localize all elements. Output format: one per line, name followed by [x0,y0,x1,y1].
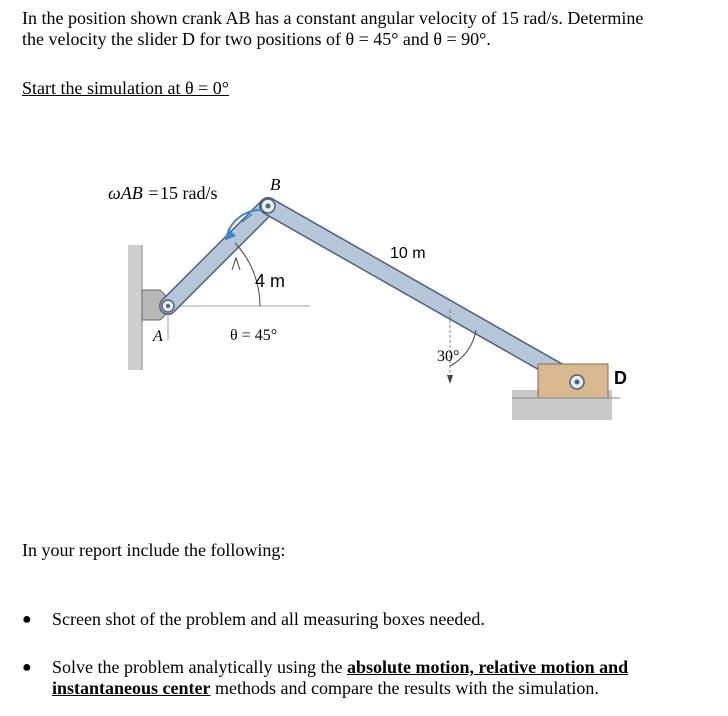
length-AB-label: 4 m [255,271,286,291]
report-bullet-2-prefix: Solve the problem analytically using the [52,657,347,677]
problem-statement-line-2: the velocity the slider D for two positions of θ = 45° and θ = 90°. [22,29,491,49]
start-instruction: Start the simulation at θ = 0° [22,78,229,98]
angle-30-arrow-icon [447,375,453,384]
label-B: B [270,175,281,194]
length-BD-label: 10 m [390,245,426,262]
wall-ground-A [128,245,142,370]
report-intro: In your report include the following: [22,540,286,560]
report-bullet-2-bold-line1: absolute motion, relative motion and [346,657,629,677]
theta-arrow-icon [232,258,240,270]
omega-label: ωAB = [108,183,160,203]
angle-30-label: 30° [437,348,460,365]
theta-label: θ = 45° [230,327,278,344]
crank-AB [168,206,268,306]
bullet-dot-icon: ● [22,659,32,676]
pin-A-center [166,304,170,308]
label-A: A [153,328,163,345]
problem-statement-line-1: In the position shown crank AB has a constant angular velocity of 15 rad/s. Determine [22,8,644,28]
label-D: D [614,368,627,388]
omega-value: 15 rad/s [160,183,218,203]
bullet-dot-icon: ● [22,611,32,628]
report-bullet-1-text: Screen shot of the problem and all measuring boxes needed. [52,609,485,629]
report-bullet-2-text [52,657,712,699]
report-bullet-2-bold-line2: instantaneous center [52,678,211,698]
rod-BD [268,206,577,382]
pin-D-center [575,380,580,385]
pin-B-center [266,204,271,209]
report-bullet-2-suffix: methods and compare the results with the simulation. [210,678,599,698]
